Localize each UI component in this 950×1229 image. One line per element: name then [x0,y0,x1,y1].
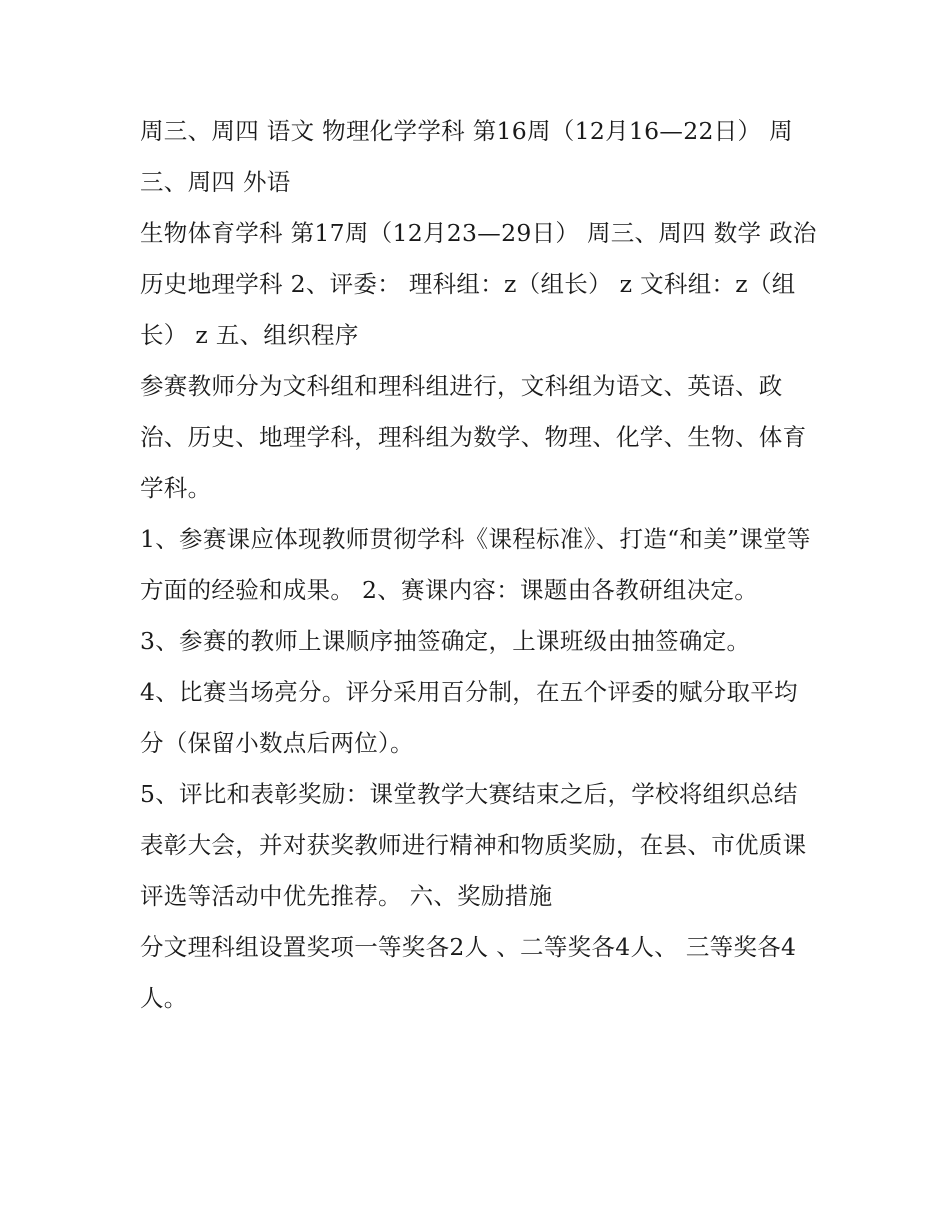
paragraph-schedule-week16: 周三、周四 语文 物理化学学科 第16周（12月16—22日） 周三、周四 外语 [140,117,793,196]
document-body [140,106,820,1024]
paragraph-rule-4: 4、比赛当场亮分。评分采用百分制，在五个评委的赋分取平均分（保留小数点后两位）。 [140,678,798,757]
paragraph-schedule-week17-judges: 生物体育学科 第17周（12月23—29日） 周三、周四 数学 政治历史地理学科 2、评委： 理科组：z（组长） z 文科组：z（组长） z 五、组织程序 [140,219,817,349]
paragraph-rule-5: 5、评比和表彰奖励：课堂教学大赛结束之后，学校将组织总结表彰大会，并对获奖教师进行精神和物质奖励，在县、市优质课评选等活动中优先推荐。 六、奖励措施 [140,780,807,910]
paragraph-rule-3: 3、参赛的教师上课顺序抽签确定，上课班级由抽签确定。 [140,627,751,655]
paragraph-groups: 参赛教师分为文科组和理科组进行，文科组为语文、英语、政治、历史、地理学科，理科组为数学、物理、化学、生物、体育学科。 [140,372,807,502]
paragraph-rule-1-2: 1、参赛课应体现教师贯彻学科《课程标准》、打造“和美”课堂等方面的经验和成果。 2、赛课内容：课题由各教研组决定。 [140,525,811,604]
paragraph-awards: 分文理科组设置奖项一等奖各2人 、二等奖各4人、 三等奖各4人。 [140,933,797,1012]
